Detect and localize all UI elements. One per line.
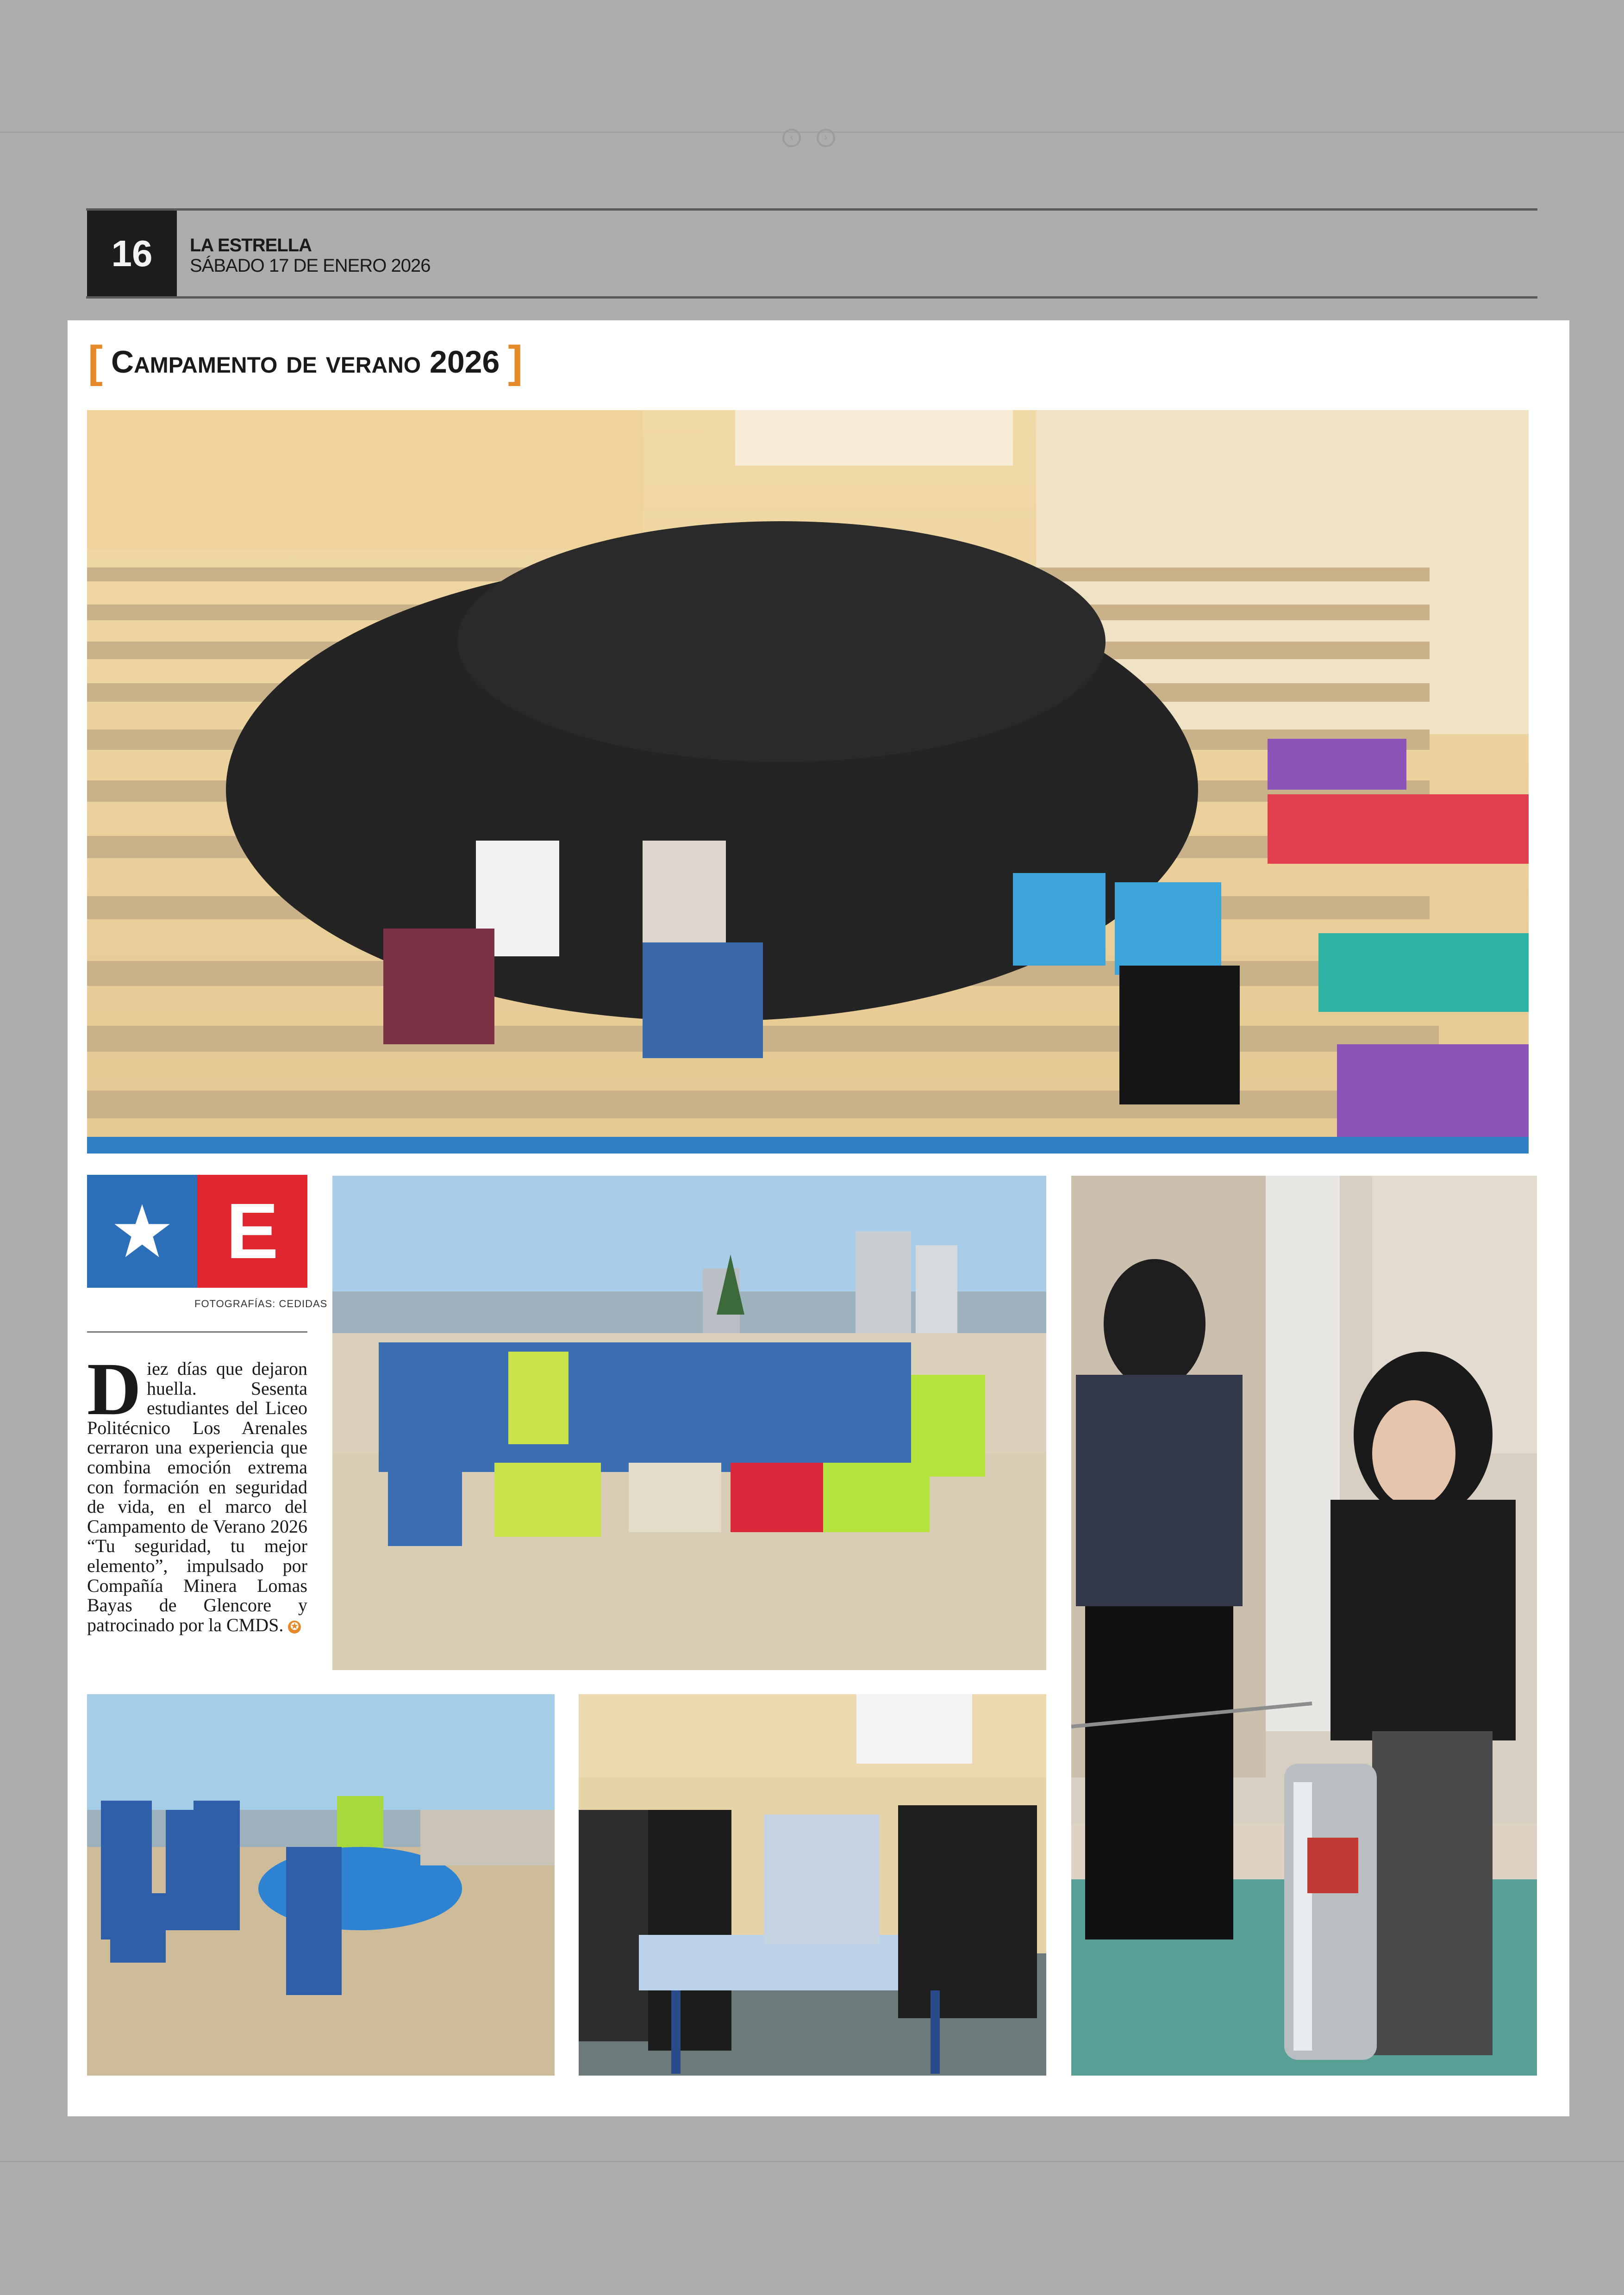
chevron-right-icon[interactable]: ›: [817, 129, 835, 147]
viewer-bottom-divider: [0, 2161, 1624, 2162]
group-photo-stairs: [87, 410, 1529, 1154]
beach-group-photo: [332, 1176, 1046, 1670]
section-heading: [88, 339, 523, 385]
credit-divider: [87, 1331, 307, 1333]
section-title: Campamento de verano 2026: [111, 344, 500, 380]
close-bracket: ]: [508, 337, 523, 387]
article-text: iez días que dejaron huella. Sesenta estudiantes del Liceo Politécnico Los Arenales cerraron una experiencia que combina emoción extrema con formación en seguridad de vida, en el marco del Campamento de Verano 2026 “Tu seguridad, tu mejor elemento”, impulsado por Compañía Minera Lomas Bayas de Glencore y patrocinado por la CMDS.: [87, 1358, 307, 1635]
classroom-activity-photo: [579, 1694, 1046, 2076]
star-icon: [87, 1175, 197, 1288]
folio-rule-top: [86, 208, 1537, 211]
open-bracket: [: [88, 337, 103, 387]
extinguisher-training-photo: [1071, 1176, 1537, 2076]
newspaper-logo: [87, 1175, 307, 1288]
publication-name: LA ESTRELLA: [190, 235, 312, 256]
page-navigation: [782, 129, 835, 147]
drop-cap: D: [87, 1348, 141, 1431]
chevron-left-icon[interactable]: ‹: [782, 129, 801, 147]
publication-date: SÁBADO 17 DE ENERO 2026: [190, 256, 431, 276]
logo-letter: E: [197, 1175, 307, 1288]
folio-rule-bottom: [86, 296, 1537, 299]
surfboard-beach-photo: [87, 1694, 555, 2076]
article-body: [87, 1348, 307, 1635]
page-number: 16: [87, 211, 177, 296]
end-mark-icon: ✪: [288, 1621, 301, 1634]
photo-credit: FOTOGRAFÍAS: CEDIDAS: [194, 1298, 328, 1310]
